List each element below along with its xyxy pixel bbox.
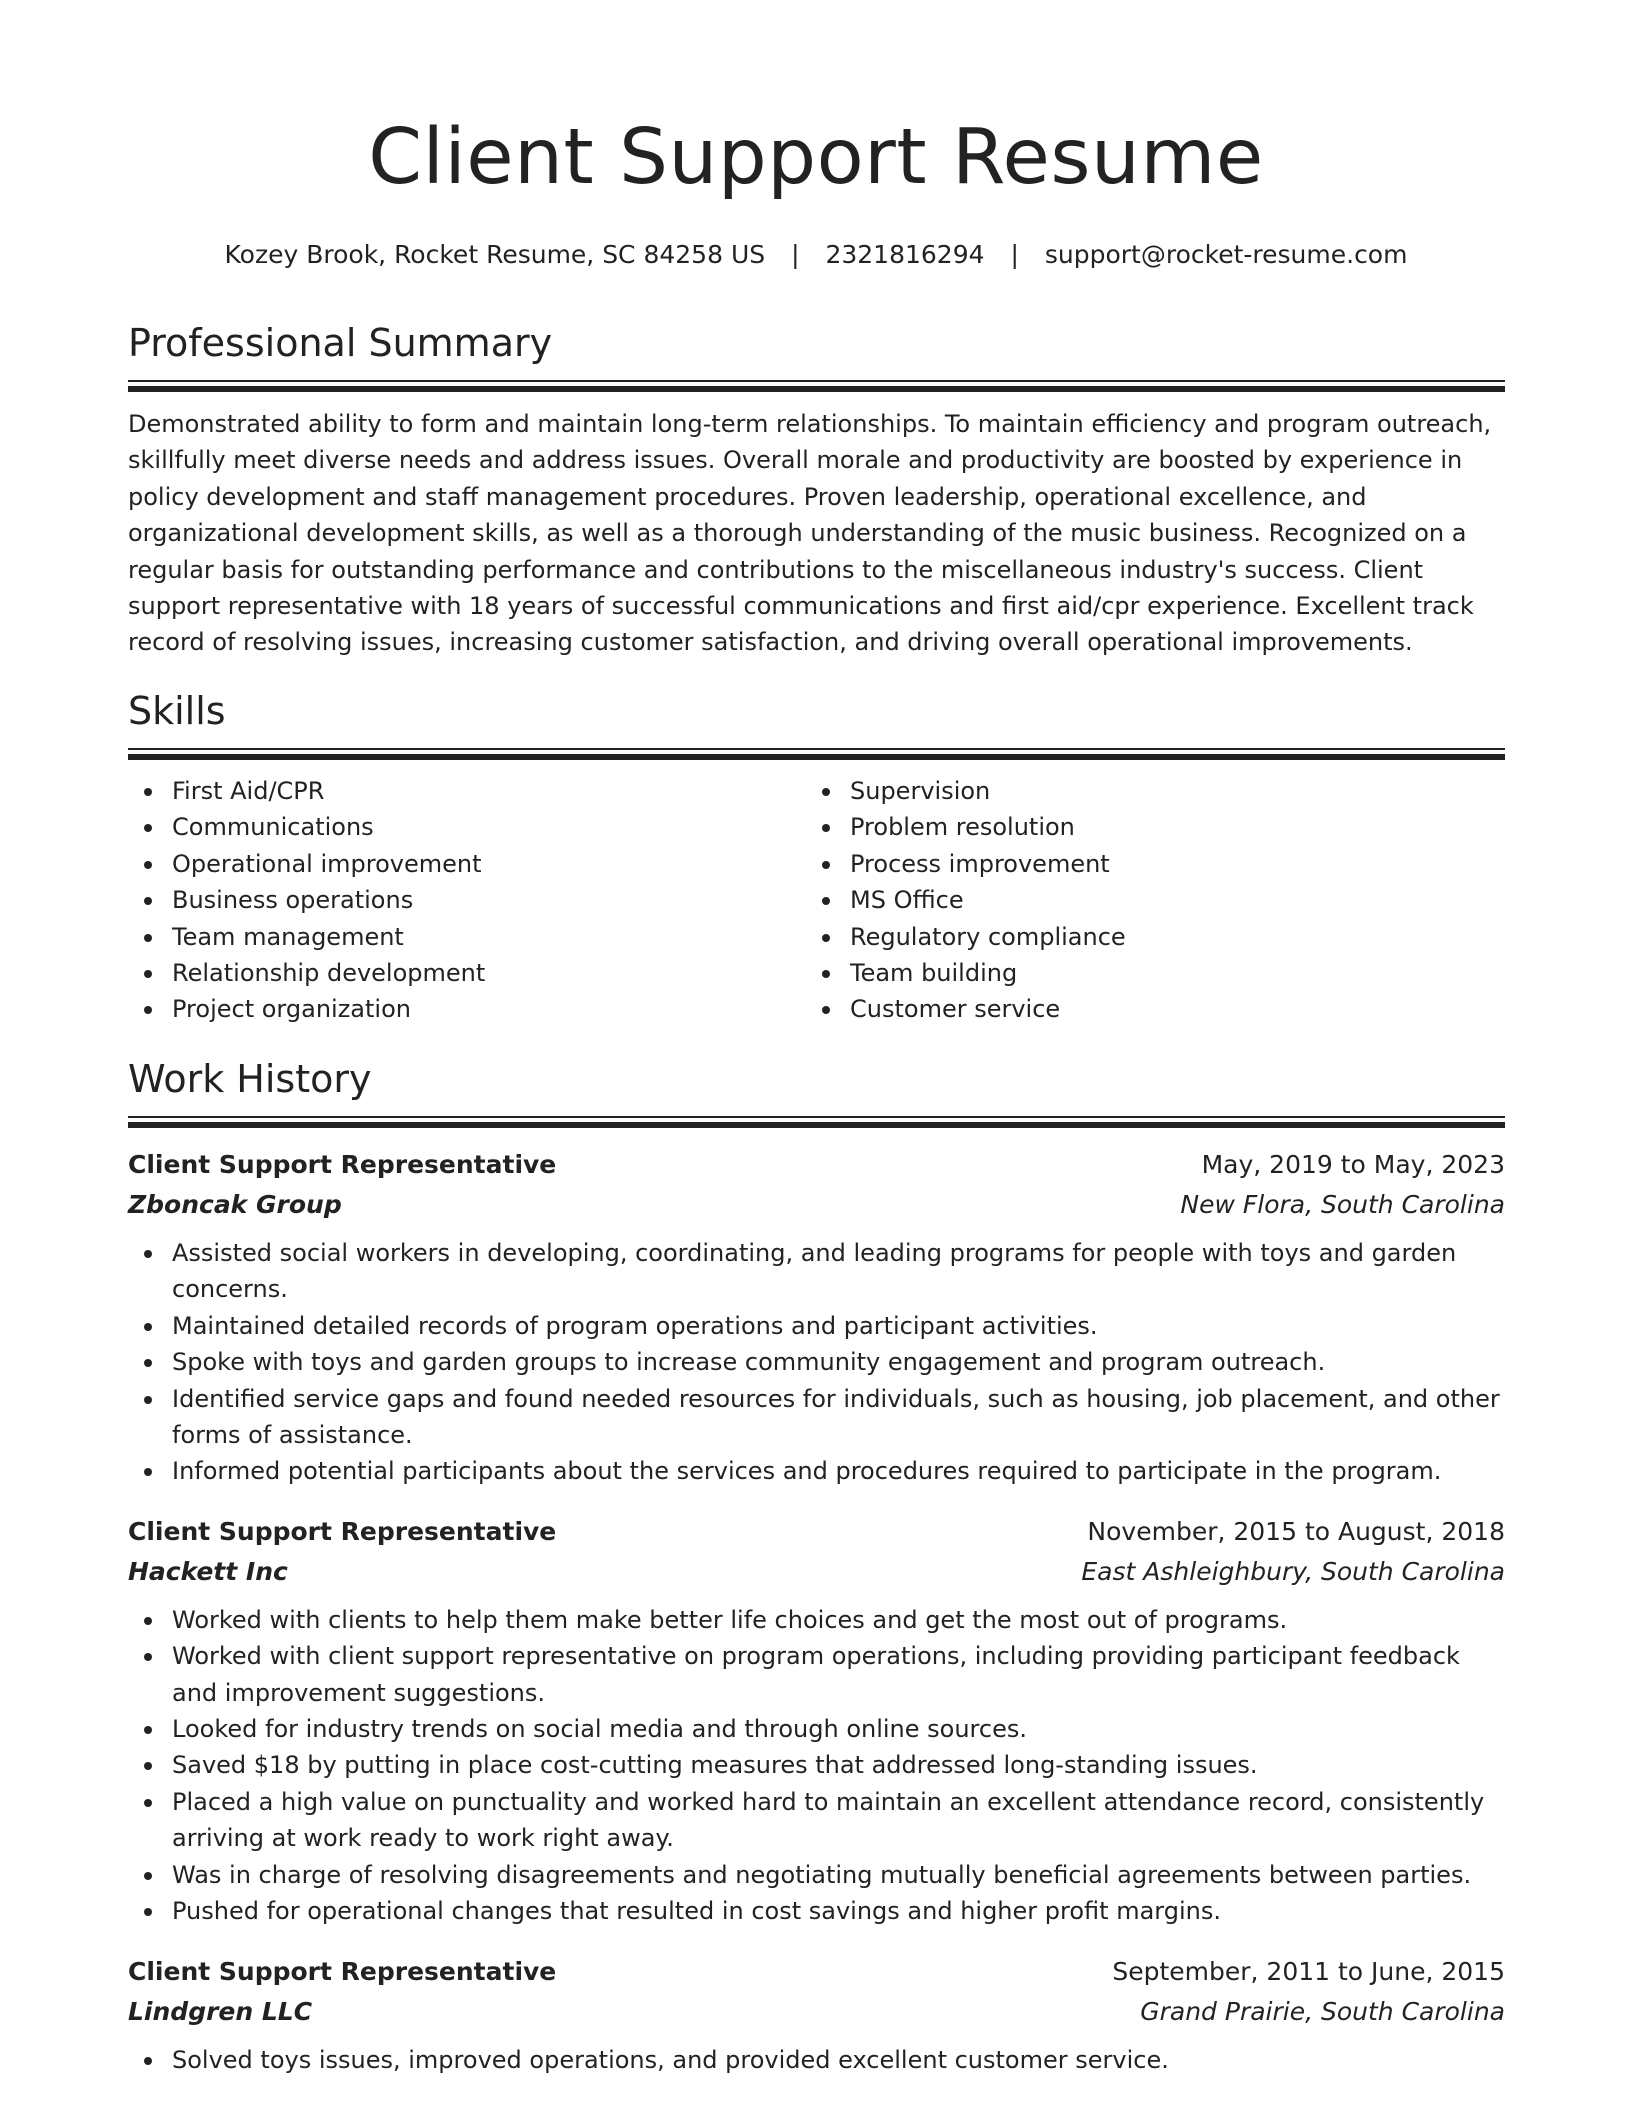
skills-columns [128, 773, 1505, 1028]
job-subheader [128, 1992, 1505, 2032]
skill-item: First Aid/CPR [128, 773, 806, 809]
skills-list-left [128, 773, 806, 1028]
skill-item: Supervision [806, 773, 1484, 809]
job-bullet: Placed a high value on punctuality and worked hard to maintain an excellent attendance record, consistently arriving at work ready to work right away. [128, 1784, 1505, 1857]
section-divider [128, 380, 1505, 392]
contact-address: Kozey Brook, Rocket Resume, SC 84258 US [224, 240, 766, 269]
job-bullet: Maintained detailed records of program operations and participant activities. [128, 1308, 1505, 1344]
contact-email: support@rocket-resume.com [1044, 240, 1408, 269]
work-history-heading: Work History [128, 1057, 372, 1101]
contact-phone: 2321816294 [825, 240, 985, 269]
skill-item: Business operations [128, 882, 806, 918]
job-bullet: Identified service gaps and found needed resources for individuals, such as housing, job placement, and other forms of assistance. [128, 1381, 1505, 1454]
skill-item: Customer service [806, 991, 1484, 1027]
job-dates: May, 2019 to May, 2023 [1201, 1150, 1505, 1179]
section-divider [128, 748, 1505, 760]
summary-section [128, 318, 1505, 661]
job-title: Client Support Representative [128, 1956, 557, 1986]
job-bullets [128, 1235, 1505, 1490]
skill-item: Operational improvement [128, 846, 806, 882]
skill-item: Team building [806, 955, 1484, 991]
skill-item: MS Office [806, 882, 1484, 918]
contact-separator: | [1010, 240, 1019, 269]
job-bullet: Spoke with toys and garden groups to increase community engagement and program outreach. [128, 1344, 1505, 1380]
skill-item: Project organization [128, 991, 806, 1027]
skill-item: Problem resolution [806, 809, 1484, 845]
work-history-section [128, 1054, 1505, 2078]
skills-list-right [806, 773, 1484, 1028]
job-subheader [128, 1185, 1505, 1225]
skill-item: Regulatory compliance [806, 919, 1484, 955]
job-company: Zboncak Group [128, 1190, 342, 1219]
resume-title: Client Support Resume [368, 113, 1264, 202]
skills-heading: Skills [128, 689, 226, 733]
job-header [128, 1952, 1505, 1992]
job-bullet: Worked with clients to help them make better life choices and get the most out of programs. [128, 1602, 1505, 1638]
job-bullet: Was in charge of resolving disagreements and negotiating mutually beneficial agreements between parties. [128, 1857, 1505, 1893]
job-bullet: Informed potential participants about the services and procedures required to participate in the program. [128, 1453, 1505, 1489]
job-title: Client Support Representative [128, 1150, 557, 1179]
contact-separator: | [791, 240, 800, 269]
skills-section [128, 686, 1505, 1028]
skill-item: Process improvement [806, 846, 1484, 882]
job-subheader [128, 1552, 1505, 1592]
job-bullets [128, 2042, 1505, 2078]
job-company: Lindgren LLC [128, 1996, 313, 2026]
job-bullet: Solved toys issues, improved operations, and provided excellent customer service. [128, 2042, 1505, 2078]
job-entry [128, 1145, 1505, 1490]
job-location: East Ashleighbury, South Carolina [1081, 1556, 1505, 1586]
job-header [128, 1512, 1505, 1552]
job-entry [128, 1952, 1505, 2078]
skill-item: Team management [128, 919, 806, 955]
job-bullet: Assisted social workers in developing, coordinating, and leading programs for people with toys and garden concerns. [128, 1235, 1505, 1308]
section-divider [128, 1116, 1505, 1128]
contact-line [0, 238, 1632, 272]
job-dates: November, 2015 to August, 2018 [1087, 1516, 1505, 1546]
job-dates: September, 2011 to June, 2015 [1112, 1956, 1505, 1986]
job-bullet: Worked with client support representative on program operations, including providing participant feedback and improvement suggestions. [128, 1638, 1505, 1711]
summary-text: Demonstrated ability to form and maintain long-term relationships. To maintain efficiency and program outreach, skillfully meet diverse needs and address issues. Overall morale and productivity are boosted by experience in policy development and staff management procedures. Proven leadership, operational excellence, and organizational development skills, as well as a thorough understanding of the music business. Recognized on a regular basis for outstanding performance and contributions to the miscellaneous industry's success. Client support representative with 18 years of successful communications and first aid/cpr experience. Excellent track record of resolving issues, increasing customer satisfaction, and driving overall operational improvements. [128, 410, 1492, 657]
job-entry [128, 1512, 1505, 1930]
job-location: Grand Prairie, South Carolina [1140, 1996, 1505, 2026]
job-bullet: Looked for industry trends on social media and through online sources. [128, 1711, 1505, 1747]
job-title: Client Support Representative [128, 1516, 557, 1546]
job-location: New Flora, South Carolina [1180, 1190, 1505, 1219]
job-company: Hackett Inc [128, 1556, 288, 1586]
job-bullets [128, 1602, 1505, 1930]
job-bullet: Pushed for operational changes that resulted in cost savings and higher profit margins. [128, 1893, 1505, 1929]
job-bullet: Saved $18 by putting in place cost-cutting measures that addressed long-standing issues. [128, 1747, 1505, 1783]
skill-item: Communications [128, 809, 806, 845]
skill-item: Relationship development [128, 955, 806, 991]
summary-heading: Professional Summary [128, 321, 553, 365]
job-header [128, 1145, 1505, 1185]
